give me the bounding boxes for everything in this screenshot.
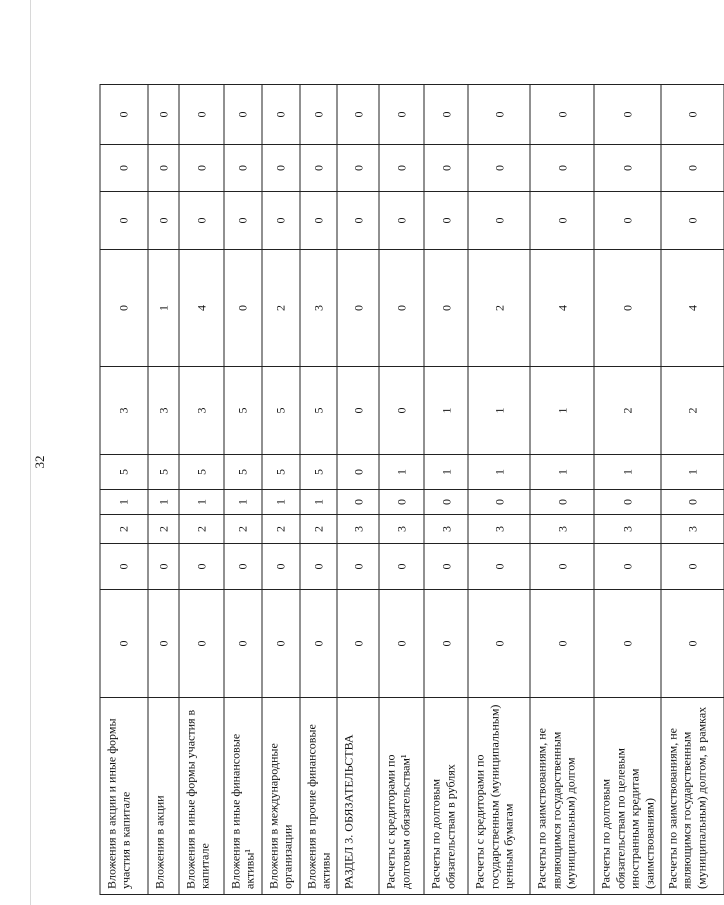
code-cell: 0 — [530, 490, 594, 515]
code-cell: 0 — [100, 590, 148, 698]
code-cell: 1 — [100, 490, 148, 515]
code-cell: 0 — [661, 590, 724, 698]
code-cell: 0 — [100, 192, 148, 250]
code-cell: 0 — [594, 85, 661, 145]
code-cell: 2 — [148, 515, 179, 544]
table-row — [300, 85, 338, 895]
code-cell: 1 — [424, 455, 468, 490]
code-cell: 1 — [424, 367, 468, 455]
table-row — [530, 85, 594, 895]
code-cell: 5 — [262, 455, 300, 490]
account-codes-table — [100, 84, 724, 895]
code-cell: 2 — [468, 250, 530, 367]
code-cell: 1 — [262, 490, 300, 515]
code-cell: 0 — [379, 145, 424, 192]
code-cell: 0 — [468, 490, 530, 515]
code-cell: 0 — [337, 145, 379, 192]
code-cell: 5 — [179, 455, 224, 490]
code-cell: 1 — [300, 490, 338, 515]
code-cell: 4 — [530, 250, 594, 367]
table-row — [337, 85, 379, 895]
code-cell: 0 — [530, 544, 594, 590]
code-cell: 3 — [594, 515, 661, 544]
code-cell: 0 — [379, 490, 424, 515]
table-row — [224, 85, 262, 895]
code-cell: 0 — [262, 544, 300, 590]
code-cell: 2 — [661, 367, 724, 455]
code-cell: 0 — [262, 590, 300, 698]
code-cell: 5 — [100, 455, 148, 490]
code-cell: 0 — [424, 250, 468, 367]
code-cell: 0 — [661, 490, 724, 515]
code-cell: 0 — [148, 544, 179, 590]
code-cell: 0 — [337, 192, 379, 250]
code-cell: 0 — [337, 590, 379, 698]
table-row — [179, 85, 224, 895]
code-cell: 5 — [262, 367, 300, 455]
code-cell: 0 — [179, 590, 224, 698]
code-cell: 0 — [468, 590, 530, 698]
table-row — [148, 85, 179, 895]
code-cell: 0 — [300, 85, 338, 145]
code-cell: 3 — [300, 250, 338, 367]
code-cell: 0 — [530, 590, 594, 698]
code-cell: 3 — [424, 515, 468, 544]
code-cell: 0 — [337, 455, 379, 490]
table-body — [100, 85, 724, 895]
code-cell: 0 — [337, 544, 379, 590]
page-number: 32 — [32, 455, 47, 469]
code-cell: 0 — [594, 192, 661, 250]
code-cell: 0 — [179, 544, 224, 590]
code-cell: 1 — [530, 455, 594, 490]
row-name-cell: Расчеты по заимствованиям, не являющимся государственным (муниципальным) долгом, в рамках — [661, 698, 724, 895]
code-cell: 3 — [148, 367, 179, 455]
code-cell: 1 — [661, 455, 724, 490]
code-cell: 0 — [300, 192, 338, 250]
code-cell: 0 — [530, 192, 594, 250]
row-name-cell: Вложения в иные формы участия в капитале — [179, 698, 224, 895]
code-cell: 0 — [300, 145, 338, 192]
code-cell: 1 — [468, 455, 530, 490]
code-cell: 4 — [661, 250, 724, 367]
code-cell: 5 — [224, 455, 262, 490]
code-cell: 0 — [224, 145, 262, 192]
code-cell: 0 — [179, 145, 224, 192]
code-cell: 0 — [100, 145, 148, 192]
code-cell: 0 — [300, 590, 338, 698]
code-cell: 2 — [262, 515, 300, 544]
code-cell: 0 — [100, 85, 148, 145]
code-cell: 2 — [262, 250, 300, 367]
code-cell: 0 — [262, 85, 300, 145]
code-cell: 5 — [300, 455, 338, 490]
code-cell: 0 — [594, 590, 661, 698]
table-row — [661, 85, 724, 895]
code-cell: 0 — [468, 145, 530, 192]
code-cell: 0 — [100, 544, 148, 590]
code-cell: 0 — [148, 145, 179, 192]
code-cell: 0 — [594, 544, 661, 590]
table-row — [424, 85, 468, 895]
code-cell: 0 — [337, 367, 379, 455]
code-cell: 0 — [661, 544, 724, 590]
row-name-cell: Расчеты с кредиторами по долговым обязательствам¹ — [379, 698, 424, 895]
code-cell: 5 — [300, 367, 338, 455]
code-cell: 0 — [468, 85, 530, 145]
code-cell: 0 — [424, 490, 468, 515]
code-cell: 2 — [224, 515, 262, 544]
code-cell: 3 — [179, 367, 224, 455]
code-cell: 0 — [424, 192, 468, 250]
code-cell: 5 — [148, 455, 179, 490]
code-cell: 0 — [379, 85, 424, 145]
code-cell: 0 — [337, 250, 379, 367]
code-cell: 5 — [224, 367, 262, 455]
code-cell: 0 — [379, 590, 424, 698]
code-cell: 0 — [148, 192, 179, 250]
code-cell: 0 — [224, 85, 262, 145]
row-name-cell: Вложения в международные организации — [262, 698, 300, 895]
code-cell: 0 — [594, 250, 661, 367]
row-name-cell: РАЗДЕЛ 3. ОБЯЗАТЕЛЬСТВА — [337, 698, 379, 895]
code-cell: 0 — [594, 490, 661, 515]
code-cell: 0 — [148, 85, 179, 145]
row-name-cell: Расчеты по долговым обязательствам по целевым иностранным кредитам (заимствованиям) — [594, 698, 661, 895]
code-cell: 3 — [100, 367, 148, 455]
row-name-cell: Расчеты по долговым обязательствам в рублях — [424, 698, 468, 895]
code-cell: 0 — [224, 590, 262, 698]
code-cell: 0 — [179, 85, 224, 145]
code-cell: 0 — [530, 85, 594, 145]
code-cell: 1 — [468, 367, 530, 455]
code-cell: 0 — [424, 85, 468, 145]
code-cell: 3 — [661, 515, 724, 544]
code-cell: 1 — [224, 490, 262, 515]
code-cell: 0 — [224, 250, 262, 367]
code-cell: 2 — [179, 515, 224, 544]
code-cell: 0 — [179, 192, 224, 250]
code-cell: 2 — [594, 367, 661, 455]
row-name-cell: Вложения в прочие финансовые активы — [300, 698, 338, 895]
code-cell: 1 — [379, 455, 424, 490]
code-cell: 0 — [661, 192, 724, 250]
code-cell: 1 — [530, 367, 594, 455]
code-cell: 0 — [300, 544, 338, 590]
code-cell: 2 — [100, 515, 148, 544]
code-cell: 0 — [424, 590, 468, 698]
row-name-cell: Вложения в акции — [148, 698, 179, 895]
table-row — [594, 85, 661, 895]
code-cell: 0 — [224, 544, 262, 590]
code-cell: 0 — [379, 367, 424, 455]
code-cell: 0 — [468, 192, 530, 250]
code-cell: 0 — [530, 145, 594, 192]
code-cell: 2 — [300, 515, 338, 544]
code-cell: 0 — [337, 490, 379, 515]
table-row — [262, 85, 300, 895]
code-cell: 0 — [379, 544, 424, 590]
code-cell: 0 — [661, 85, 724, 145]
code-cell: 0 — [661, 145, 724, 192]
code-cell: 0 — [379, 250, 424, 367]
code-cell: 1 — [148, 250, 179, 367]
table-row — [468, 85, 530, 895]
code-cell: 0 — [468, 544, 530, 590]
code-cell: 3 — [379, 515, 424, 544]
code-cell: 0 — [379, 192, 424, 250]
code-cell: 1 — [148, 490, 179, 515]
row-name-cell: Расчеты по заимствованиям, не являющимся государственным (муниципальным) долгом — [530, 698, 594, 895]
code-cell: 0 — [148, 590, 179, 698]
code-cell: 0 — [424, 544, 468, 590]
code-cell: 1 — [179, 490, 224, 515]
code-cell: 3 — [337, 515, 379, 544]
code-cell: 0 — [594, 145, 661, 192]
table-row — [379, 85, 424, 895]
code-cell: 4 — [179, 250, 224, 367]
code-cell: 0 — [337, 85, 379, 145]
code-cell: 0 — [262, 192, 300, 250]
code-cell: 0 — [100, 250, 148, 367]
code-cell: 0 — [424, 145, 468, 192]
code-cell: 0 — [262, 145, 300, 192]
code-cell: 1 — [594, 455, 661, 490]
code-cell: 3 — [468, 515, 530, 544]
code-cell: 0 — [224, 192, 262, 250]
table-row — [100, 85, 148, 895]
table-container — [100, 85, 709, 895]
code-cell: 3 — [530, 515, 594, 544]
row-name-cell: Расчеты с кредиторами по государственным (муниципальным) ценным бумагам — [468, 698, 530, 895]
row-name-cell: Вложения в акции и иные формы участия в капитале — [100, 698, 148, 895]
row-name-cell: Вложения в иные финансовые активы¹ — [224, 698, 262, 895]
